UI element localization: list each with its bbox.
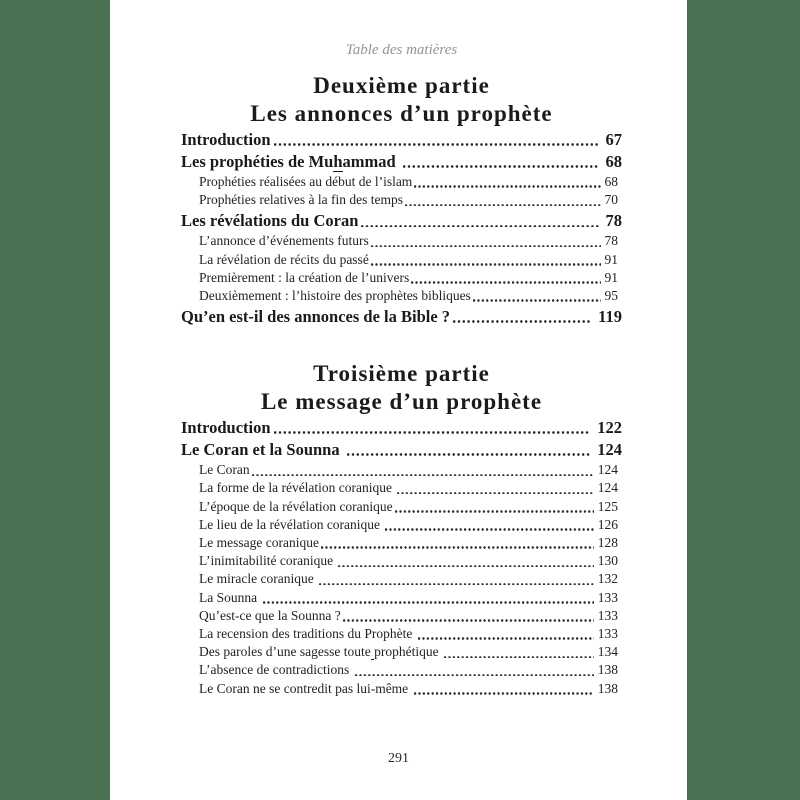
label-text: Le miracle coranique (199, 571, 318, 587)
toc-entry-page-number: 119 (598, 307, 622, 327)
label-text: Qu’est-ce que la Sounna ? (199, 607, 341, 623)
label-text: La recension des traditions du Prophète (199, 626, 416, 642)
toc-entry-label (199, 498, 393, 516)
toc-entry (181, 232, 622, 250)
toc-entry (181, 173, 622, 191)
dot-leader (403, 191, 605, 209)
label-text: Deuxièmement : l’histoire des prophètes bibliques (199, 288, 471, 304)
toc-entry-page-number: 133 (597, 626, 618, 642)
dot-leader (383, 516, 597, 534)
toc-entry (181, 498, 622, 516)
toc-entry-page-number: 133 (597, 607, 618, 623)
toc-entry-page-number: 138 (597, 680, 618, 696)
dot-leader (319, 534, 598, 552)
toc-entry-page-number: 125 (597, 498, 618, 514)
label-text: Le lieu de la révélation coranique (199, 516, 384, 532)
toc-entry-page-number: 78 (605, 211, 622, 231)
toc-entry-page-number: 128 (597, 535, 618, 551)
toc-entry-list (181, 417, 622, 698)
dot-leader (395, 479, 597, 497)
label-text: Les révélations du Coran (181, 211, 359, 231)
toc-entry-page-number: 124 (597, 480, 618, 496)
toc-entry (181, 479, 622, 497)
page-number: 291 (388, 751, 409, 766)
label-text: Le Coran ne se contredit pas lui-même (199, 680, 412, 696)
dot-leader (412, 680, 598, 698)
toc-entry-label (199, 680, 412, 698)
toc-page (110, 0, 687, 800)
toc-entry (181, 643, 622, 661)
label-text: La Sounna (199, 589, 261, 605)
dot-leader (336, 552, 597, 570)
toc-entry-label (181, 129, 271, 150)
label-text: Des paroles d’une sagesse toute (199, 644, 371, 660)
dot-leader (317, 570, 598, 588)
label-text: L’époque de la révélation coranique (199, 498, 393, 514)
label-text: Qu’en est-il des annonces de la Bible ? (181, 307, 451, 327)
part-title (181, 360, 622, 416)
toc-entry-label (199, 625, 416, 643)
part-title-line1: Deuxième partie (313, 73, 490, 98)
toc-entry-label (199, 607, 341, 625)
toc-entry-page-number: 138 (597, 662, 618, 678)
toc-entry-page-number: 126 (597, 516, 618, 532)
label-text: L’annonce d’événements futurs (199, 233, 369, 249)
toc-entry (181, 210, 622, 231)
dot-leader (471, 287, 605, 305)
dot-leader (353, 661, 598, 679)
toc-entry-page-number: 68 (605, 152, 622, 171)
label-text: Prophéties relatives à la fin des temps (199, 192, 403, 208)
toc-entry-label (199, 534, 319, 552)
toc-entry-page-number: 132 (597, 571, 618, 587)
toc-entry (181, 251, 622, 269)
toc-entry-label (199, 232, 369, 250)
dot-leader (369, 251, 605, 269)
toc-entry-page-number: 124 (597, 440, 622, 460)
toc-entry-page-number: 67 (605, 130, 622, 149)
dot-leader (250, 461, 598, 479)
label-text: Prophéties réalisées au début de l’islam (199, 174, 413, 189)
toc-entry (181, 680, 622, 698)
label-text: Les prophéties de Mu (181, 152, 334, 171)
toc-entry-label (199, 589, 261, 607)
toc-entry-page-number: 134 (597, 644, 618, 660)
toc-entry-page-number: 91 (604, 251, 618, 267)
toc-entry (181, 129, 622, 150)
toc-entry-page-number: 122 (597, 418, 622, 438)
label-text: Premièrement : la création de l’univers (199, 269, 410, 285)
toc-entry-label (199, 643, 442, 661)
toc-entry-page-number: 78 (604, 233, 618, 249)
toc-entry-page-number: 130 (597, 553, 618, 569)
toc-entry-page-number: 91 (604, 269, 618, 285)
toc-entry (181, 287, 622, 305)
dot-leader (369, 232, 605, 250)
toc-entry (181, 417, 622, 438)
toc-entry-label (199, 173, 412, 191)
label-text: prophétique (374, 644, 442, 660)
toc-entry-label (199, 570, 317, 588)
toc-entry-label (199, 479, 395, 497)
label-text: L’absence de contradictions (199, 662, 353, 678)
toc-entry (181, 607, 622, 625)
label-text: Le message coranique (199, 535, 319, 551)
part-title-line1: Troisième partie (313, 361, 490, 387)
toc-entry-label (199, 251, 369, 269)
toc-entry-label (181, 306, 450, 327)
toc-entry-page-number: 133 (597, 589, 618, 605)
toc-entry (181, 661, 622, 679)
toc-entry-label (181, 151, 400, 172)
running-head: Table des matières (345, 42, 458, 58)
toc-entry (181, 570, 622, 588)
dot-leader (393, 498, 598, 516)
toc-entry-label (181, 210, 358, 231)
toc-entry (181, 534, 622, 552)
toc-entry-label (199, 661, 353, 679)
label-text: L’inimitabilité coranique (199, 553, 337, 569)
toc-entry-page-number: 95 (604, 288, 618, 304)
toc-entry-label (199, 516, 383, 534)
label-text: Introduction (181, 130, 271, 149)
toc-entry-page-number: 124 (597, 462, 618, 478)
toc-entry-label (199, 461, 250, 479)
label-text: ammad (342, 152, 400, 171)
label-text: Le Coran et la Sounna (181, 440, 344, 460)
label-text: La forme de la révélation coranique (199, 480, 396, 496)
toc-entry (181, 306, 622, 327)
dot-leader (442, 643, 598, 661)
dot-leader (358, 210, 605, 231)
dot-leader (412, 173, 604, 191)
toc-entry-label (181, 417, 271, 438)
toc-entry-list (181, 129, 622, 327)
dot-leader (344, 439, 598, 460)
toc-entry (181, 269, 622, 287)
toc-entry (181, 151, 622, 172)
toc-entry (181, 625, 622, 643)
toc-entry (181, 589, 622, 607)
dot-leader (261, 589, 598, 607)
part-title (181, 72, 622, 128)
part-title-line2: Le message d’un prophète (260, 389, 543, 415)
toc-entry-label (199, 269, 409, 287)
toc-entry-label (199, 191, 403, 209)
toc-entry-page-number: 68 (604, 174, 618, 189)
dot-leader (341, 607, 598, 625)
toc-sections (181, 72, 622, 698)
toc-entry (181, 516, 622, 534)
toc-entry (181, 461, 622, 479)
underlined-letter: h (333, 152, 343, 171)
toc-entry-label (199, 287, 471, 305)
label-text: La révélation de récits du passé (199, 251, 369, 267)
dot-leader (271, 129, 606, 150)
toc-entry-label (181, 439, 344, 460)
dot-leader (400, 151, 606, 172)
toc-entry (181, 439, 622, 460)
toc-entry-page-number: 70 (604, 192, 618, 208)
label-text: Le Coran (199, 462, 250, 478)
dot-leader (271, 417, 598, 438)
toc-entry (181, 191, 622, 209)
label-text: Introduction (181, 418, 271, 438)
part-title-line2: Les annonces d’un prophète (250, 101, 553, 126)
toc-entry (181, 552, 622, 570)
dot-leader (416, 625, 598, 643)
dot-leader (450, 306, 598, 327)
toc-entry-label (199, 552, 336, 570)
dot-leader (409, 269, 604, 287)
